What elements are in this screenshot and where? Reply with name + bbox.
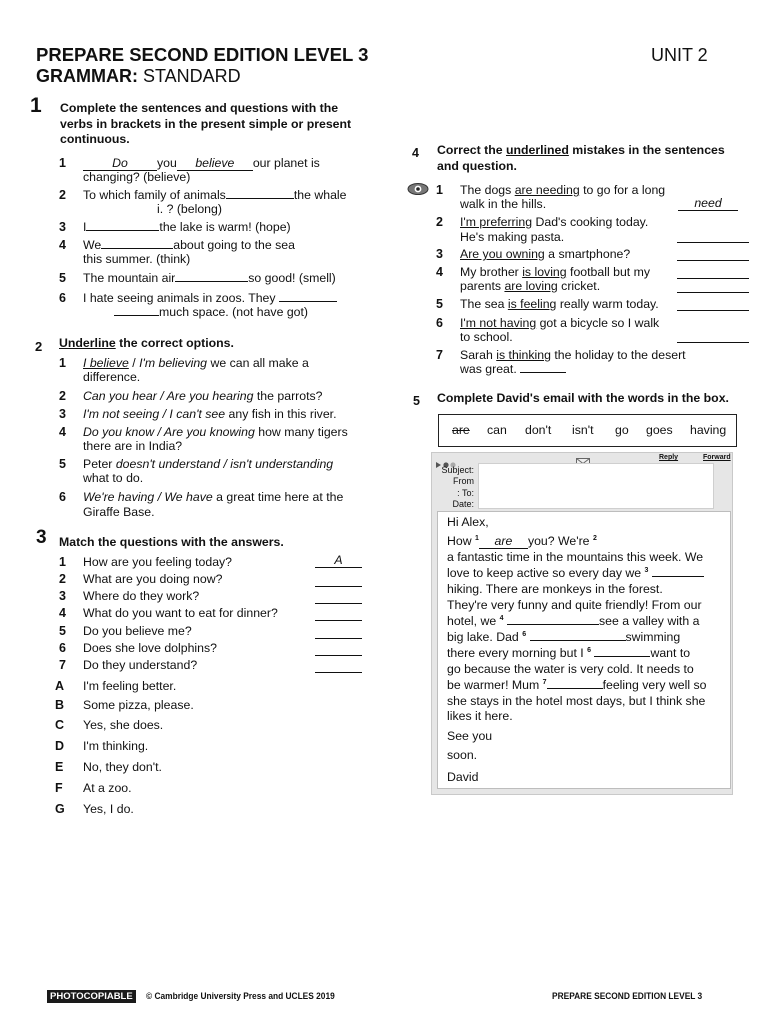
reply-link[interactable]: Reply [659, 454, 679, 461]
question: How are you feeling today? [83, 555, 233, 569]
answer-blank[interactable] [86, 220, 159, 231]
question: What are you doing now? [83, 572, 223, 586]
list-item: Do you believe our planet is [83, 156, 320, 171]
answer-option: I'm thinking. [83, 739, 149, 753]
exercise-number: 3 [36, 527, 47, 548]
answer-blank[interactable] [315, 642, 362, 656]
item-number: 2 [59, 572, 66, 586]
list-item: I hate seeing animals in zoos. They [83, 291, 337, 305]
item-number: 1 [436, 183, 443, 197]
option-selected[interactable]: I believe [83, 356, 129, 370]
item-number: 2 [59, 389, 66, 403]
answer-blank[interactable] [315, 573, 362, 587]
item-number: 3 [59, 220, 66, 234]
item-number: 6 [59, 641, 66, 655]
list-item: Sarah is thinking the holiday to the desert [460, 348, 686, 362]
instruction: Complete David's email with the words in the box. [437, 391, 729, 405]
item-number: 4 [436, 265, 443, 279]
answer-blank[interactable]: A [315, 554, 362, 568]
list-item: Peter doesn't understand / isn't understanding [83, 457, 334, 471]
item-number: 2 [436, 215, 443, 229]
item-number: 5 [59, 457, 66, 471]
answer-option: No, they don't. [83, 760, 162, 774]
email-closing: soon. [447, 748, 478, 762]
word: having [690, 423, 727, 437]
answer-blank[interactable] [315, 590, 362, 604]
answer-blank[interactable] [226, 188, 294, 199]
list-item: I'm preferring Dad's cooking today. [460, 215, 649, 229]
answer-letter: B [55, 698, 65, 712]
item-number: 3 [59, 589, 66, 603]
question: Do they understand? [83, 658, 198, 672]
instruction: Match the questions with the answers. [59, 535, 284, 549]
question: Does she love dolphins? [83, 641, 217, 655]
option[interactable]: Do you know [83, 425, 155, 439]
instruction-line: verbs in brackets in the present simple or present [60, 117, 352, 131]
item-number: 3 [59, 407, 66, 421]
list-item-cont: walk in the hills. [460, 197, 547, 211]
example-answer: believe [177, 157, 253, 171]
answer-blank[interactable] [315, 607, 362, 621]
list-item: I'm not seeing / I can't see any fish in this river. [83, 407, 337, 421]
list-item: Do you know / Are you knowing how many tigers [83, 425, 348, 439]
list-item: Are you owning a smartphone? [460, 247, 631, 261]
item-number: 7 [59, 658, 66, 672]
instruction-line: Complete the sentences and questions with the [60, 101, 339, 115]
footer-title: PREPARE SECOND EDITION LEVEL 3 [552, 991, 703, 1002]
list-item: I believe / I'm believing we can all make a [83, 356, 309, 370]
answer-blank[interactable]: need [678, 197, 738, 211]
word: go [615, 423, 629, 437]
exercise-number: 1 [30, 94, 42, 117]
list-item: I'm not having got a bicycle so I walk [460, 316, 660, 330]
answer-blank[interactable] [114, 305, 159, 316]
item-number: 6 [436, 316, 443, 330]
email-line: likes it here. [447, 709, 513, 723]
answer-letter: D [55, 739, 65, 753]
list-item: I the lake is warm! (hope) [83, 220, 291, 234]
list-item: My brother is loving football but my [460, 265, 651, 279]
unit-label: UNIT 2 [651, 45, 708, 65]
forward-link[interactable]: Forward [703, 454, 731, 461]
page-subtitle: GRAMMAR: STANDARD [36, 66, 241, 86]
item-number: 1 [59, 555, 66, 569]
option[interactable]: We're having [83, 490, 155, 504]
answer-option: At a zoo. [83, 781, 132, 795]
email-line: They're very funny and quite friendly! From our [447, 598, 702, 612]
answer-blank[interactable] [677, 342, 749, 343]
list-item-cont: parents are loving cricket. [460, 279, 601, 293]
list-item-cont: what to do. [83, 471, 144, 485]
word: isn't [572, 423, 594, 437]
list-item-cont: i. ? (belong) [157, 202, 222, 216]
answer-blank[interactable] [677, 278, 749, 279]
word-used: are [452, 423, 470, 437]
instruction: and question. [437, 159, 517, 173]
list-item: The sea is feeling really warm today. [460, 297, 659, 311]
answer-blank[interactable] [101, 238, 173, 249]
answer-blank[interactable] [279, 291, 337, 302]
exercise-number: 4 [412, 146, 419, 160]
from-label: From [453, 476, 474, 486]
email-signature: David [447, 770, 479, 784]
copyright-text: © Cambridge University Press and UCLES 2019 [146, 991, 335, 1002]
answer-letter: A [55, 679, 65, 693]
option[interactable]: Are you hearing [166, 389, 254, 403]
item-number: 5 [59, 271, 66, 285]
answer-blank[interactable] [547, 678, 603, 689]
page-title: PREPARE SECOND EDITION LEVEL 3 [36, 44, 369, 65]
instruction: Underline the correct options. [59, 336, 234, 350]
answer-blank[interactable] [175, 271, 248, 282]
list-item-cont: to school. [460, 330, 513, 344]
email-line: big lake. Dad $^6$ swimming [447, 630, 681, 644]
to-label: : To: [457, 488, 474, 498]
email-line: there every morning but I $^6$ want to [447, 646, 691, 660]
list-item: We're having / We have a great time here at the [83, 490, 344, 504]
list-item-cont: He's making pasta. [460, 230, 565, 244]
item-number: 2 [59, 188, 66, 202]
email-line: How $^1$ are you? We're $^2$ [447, 534, 597, 548]
option[interactable]: Are you knowing [163, 425, 255, 439]
item-number: 4 [59, 238, 66, 252]
list-item: The dogs are needing to go for a long [460, 183, 666, 197]
item-number: 6 [59, 291, 66, 305]
subject-label: Subject: [441, 465, 474, 475]
answer-blank[interactable] [315, 625, 362, 639]
option[interactable]: isn't understanding [230, 457, 334, 471]
list-item-cont: was great. [460, 362, 566, 376]
answer-letter: E [55, 760, 64, 774]
option[interactable]: I can't see [169, 407, 226, 421]
option[interactable]: We have [164, 490, 213, 504]
answer-blank[interactable] [530, 630, 626, 641]
exercise-number: 2 [35, 339, 43, 354]
eye-icon [407, 182, 429, 201]
answer-letter: G [55, 802, 65, 816]
list-item-cont: this summer. (think) [83, 252, 191, 266]
item-number: 1 [59, 356, 66, 370]
answer-option: Some pizza, please. [83, 698, 194, 712]
list-item-cont: much space. (not have got) [115, 305, 308, 319]
email-greeting: Hi Alex, [447, 515, 489, 529]
email-line: hotel, we $^4$ see a valley with a [447, 614, 700, 628]
list-item: To which family of animals the whale [83, 188, 347, 202]
list-item-cont: Giraffe Base. [83, 505, 155, 519]
date-label: Date: [452, 499, 474, 509]
option[interactable]: Can you hear [83, 389, 157, 403]
answer-blank[interactable] [315, 659, 362, 673]
question: Where do they work? [83, 589, 200, 603]
email-line: hiking. There are monkeys in the forest. [447, 582, 663, 596]
instruction: Correct the underlined mistakes in the sentences [437, 143, 725, 157]
item-number: 4 [59, 425, 66, 439]
answer-blank[interactable] [520, 362, 566, 373]
example-answer: are [479, 535, 528, 549]
header-fields[interactable] [478, 463, 714, 509]
question: What do you want to eat for dinner? [83, 606, 278, 620]
answer-option: Yes, she does. [83, 718, 164, 732]
answer-letter: C [55, 718, 65, 732]
question: Do you believe me? [83, 624, 192, 638]
email-line: she stays in the hotel most days, but I think she [447, 694, 706, 708]
instruction-line: continuous. [60, 132, 130, 146]
answer-blank[interactable] [677, 310, 749, 311]
answer-letter: F [55, 781, 63, 795]
answer-option: Yes, I do. [83, 802, 134, 816]
email-line: be warmer! Mum $^7$ feeling very well so [447, 678, 707, 692]
item-number: 4 [59, 606, 66, 620]
option[interactable]: I'm believing [139, 356, 208, 370]
option[interactable]: I'm not seeing [83, 407, 160, 421]
item-number: 3 [436, 247, 443, 261]
item-number: 7 [436, 348, 443, 362]
list-item: We about going to the sea [83, 238, 295, 252]
email-line: a fantastic time in the mountains this week. We [447, 550, 704, 564]
list-item: The mountain air so good! (smell) [83, 271, 336, 285]
answer-blank[interactable] [507, 614, 599, 625]
email-line: go because the water is very cold. It needs to [447, 662, 694, 676]
word: can [487, 423, 507, 437]
answer-blank[interactable] [677, 292, 749, 293]
option[interactable]: doesn't understand [115, 457, 221, 471]
answer-blank[interactable] [677, 260, 749, 261]
word: goes [646, 423, 673, 437]
item-number: 6 [59, 490, 66, 504]
exercise-number: 5 [413, 394, 420, 408]
answer-blank[interactable] [677, 242, 749, 243]
example-answer: Do [83, 157, 157, 171]
item-number: 5 [436, 297, 443, 311]
email-closing: See you [447, 729, 493, 743]
answer-option: I'm feeling better. [83, 679, 177, 693]
list-item: Can you hear / Are you hearing the parrots? [83, 389, 323, 403]
item-number: 1 [59, 156, 66, 170]
answer-blank[interactable] [652, 566, 704, 577]
word: don't [525, 423, 552, 437]
list-item-cont: difference. [83, 370, 141, 384]
word-box [438, 414, 737, 447]
answer-blank[interactable] [594, 646, 650, 657]
item-number: 5 [59, 624, 66, 638]
email-line: love to keep active so every day we $^3$ [447, 566, 704, 580]
list-item-cont: changing? (believe) [83, 170, 191, 184]
photocopiable-badge: PHOTOCOPIABLE [47, 990, 136, 1003]
list-item-cont: there are in India? [83, 439, 183, 453]
